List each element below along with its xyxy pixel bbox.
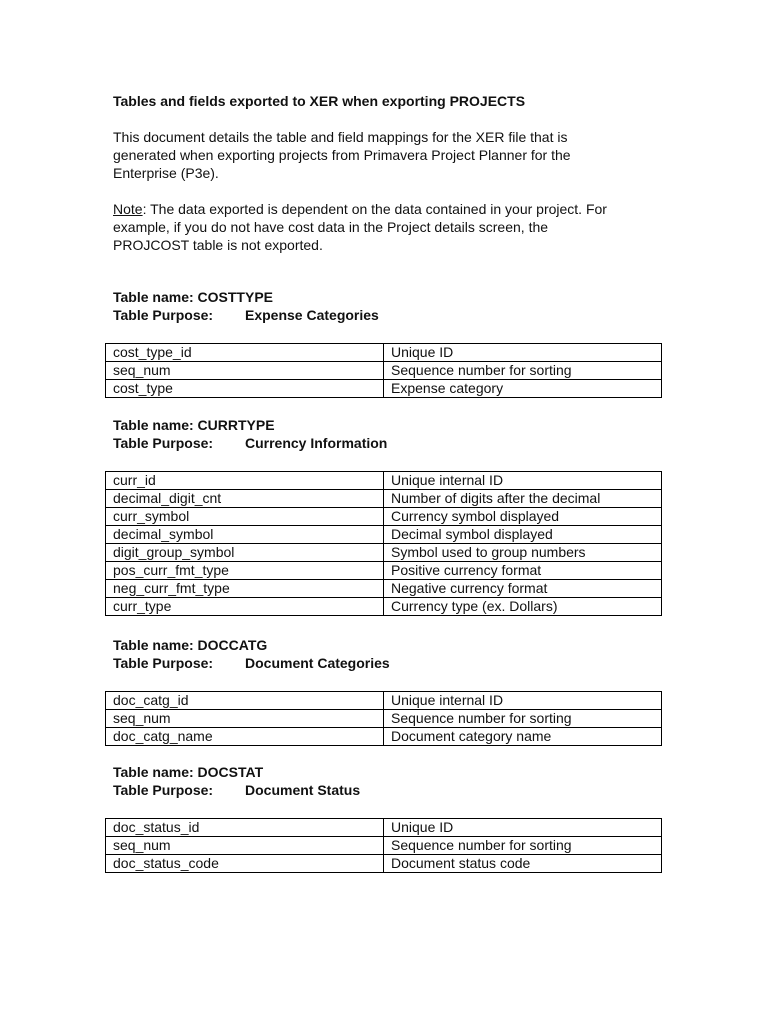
field-name-cell: neg_curr_fmt_type xyxy=(106,580,384,598)
document-title: Tables and fields exported to XER when exporting PROJECTS xyxy=(113,93,526,109)
intro-paragraph xyxy=(113,128,653,182)
table-purpose-label: Table Purpose: xyxy=(113,782,214,798)
field-description-cell: Currency type (ex. Dollars) xyxy=(384,598,662,616)
table-row xyxy=(106,710,662,728)
field-name-cell: curr_id xyxy=(106,472,384,490)
field-description-cell: Currency symbol displayed xyxy=(384,508,662,526)
field-name-cell: seq_num xyxy=(106,362,384,380)
table-purpose-heading xyxy=(105,781,662,799)
field-description-cell: Document status code xyxy=(384,855,662,873)
field-name-cell: decimal_digit_cnt xyxy=(106,490,384,508)
field-name-cell: doc_catg_id xyxy=(106,692,384,710)
table-purpose-heading xyxy=(105,654,662,672)
field-description-cell: Unique internal ID xyxy=(384,692,662,710)
table-purpose-value: Document Status xyxy=(245,782,361,798)
table-row xyxy=(106,837,662,855)
field-name-cell: doc_status_id xyxy=(106,819,384,837)
field-description-cell: Negative currency format xyxy=(384,580,662,598)
field-table xyxy=(105,818,662,873)
table-row xyxy=(106,728,662,746)
note-line: PROJCOST table is not exported. xyxy=(113,237,323,253)
field-description-cell: Unique ID xyxy=(384,344,662,362)
table-row xyxy=(106,544,662,562)
field-name-cell: pos_curr_fmt_type xyxy=(106,562,384,580)
table-section-doccatg xyxy=(105,636,662,744)
field-description-cell: Document category name xyxy=(384,728,662,746)
field-description-cell: Number of digits after the decimal xyxy=(384,490,662,508)
table-purpose-heading xyxy=(105,306,662,324)
table-row xyxy=(106,508,662,526)
field-description-cell: Symbol used to group numbers xyxy=(384,544,662,562)
table-row xyxy=(106,362,662,380)
field-name-cell: digit_group_symbol xyxy=(106,544,384,562)
note-text: : The data exported is dependent on the data contained in your project. For xyxy=(142,201,607,217)
field-name-cell: seq_num xyxy=(106,837,384,855)
table-row xyxy=(106,344,662,362)
field-description-cell: Positive currency format xyxy=(384,562,662,580)
field-table xyxy=(105,691,662,746)
table-name-heading: Table name: CURRTYPE xyxy=(113,417,275,433)
table-purpose-label: Table Purpose: xyxy=(113,655,214,671)
table-row xyxy=(106,819,662,837)
table-name-heading: Table name: DOCSTAT xyxy=(113,764,264,780)
field-name-cell: curr_symbol xyxy=(106,508,384,526)
field-name-cell: cost_type xyxy=(106,380,384,398)
field-table xyxy=(105,471,662,616)
field-name-cell: seq_num xyxy=(106,710,384,728)
note-line: example, if you do not have cost data in the Project details screen, the xyxy=(113,219,549,235)
table-section-costtype xyxy=(105,288,662,396)
field-description-cell: Expense category xyxy=(384,380,662,398)
table-row xyxy=(106,526,662,544)
note-paragraph xyxy=(113,200,653,254)
table-row xyxy=(106,855,662,873)
field-name-cell: doc_catg_name xyxy=(106,728,384,746)
table-row xyxy=(106,562,662,580)
field-description-cell: Sequence number for sorting xyxy=(384,837,662,855)
intro-line: Enterprise (P3e). xyxy=(113,165,219,181)
note-label: Note xyxy=(113,201,143,217)
table-section-docstat xyxy=(105,763,662,871)
field-description-cell: Sequence number for sorting xyxy=(384,362,662,380)
note-first-line xyxy=(113,200,653,218)
table-row xyxy=(106,580,662,598)
field-table xyxy=(105,343,662,398)
field-name-cell: decimal_symbol xyxy=(106,526,384,544)
field-description-cell: Decimal symbol displayed xyxy=(384,526,662,544)
table-purpose-heading xyxy=(105,434,662,452)
field-name-cell: curr_type xyxy=(106,598,384,616)
table-row xyxy=(106,692,662,710)
field-description-cell: Sequence number for sorting xyxy=(384,710,662,728)
table-purpose-value: Document Categories xyxy=(245,655,390,671)
table-purpose-value: Currency Information xyxy=(245,435,388,451)
table-purpose-label: Table Purpose: xyxy=(113,307,214,323)
field-name-cell: doc_status_code xyxy=(106,855,384,873)
table-row xyxy=(106,490,662,508)
table-name-heading: Table name: DOCCATG xyxy=(113,637,268,653)
table-row xyxy=(106,472,662,490)
intro-line: generated when exporting projects from Primavera Project Planner for the xyxy=(113,147,571,163)
table-row xyxy=(106,598,662,616)
table-purpose-label: Table Purpose: xyxy=(113,435,214,451)
table-row xyxy=(106,380,662,398)
intro-line: This document details the table and field mappings for the XER file that is xyxy=(113,129,568,145)
table-section-currtype xyxy=(105,416,662,614)
field-description-cell: Unique internal ID xyxy=(384,472,662,490)
table-purpose-value: Expense Categories xyxy=(245,307,379,323)
table-name-heading: Table name: COSTTYPE xyxy=(113,289,273,305)
field-description-cell: Unique ID xyxy=(384,819,662,837)
field-name-cell: cost_type_id xyxy=(106,344,384,362)
